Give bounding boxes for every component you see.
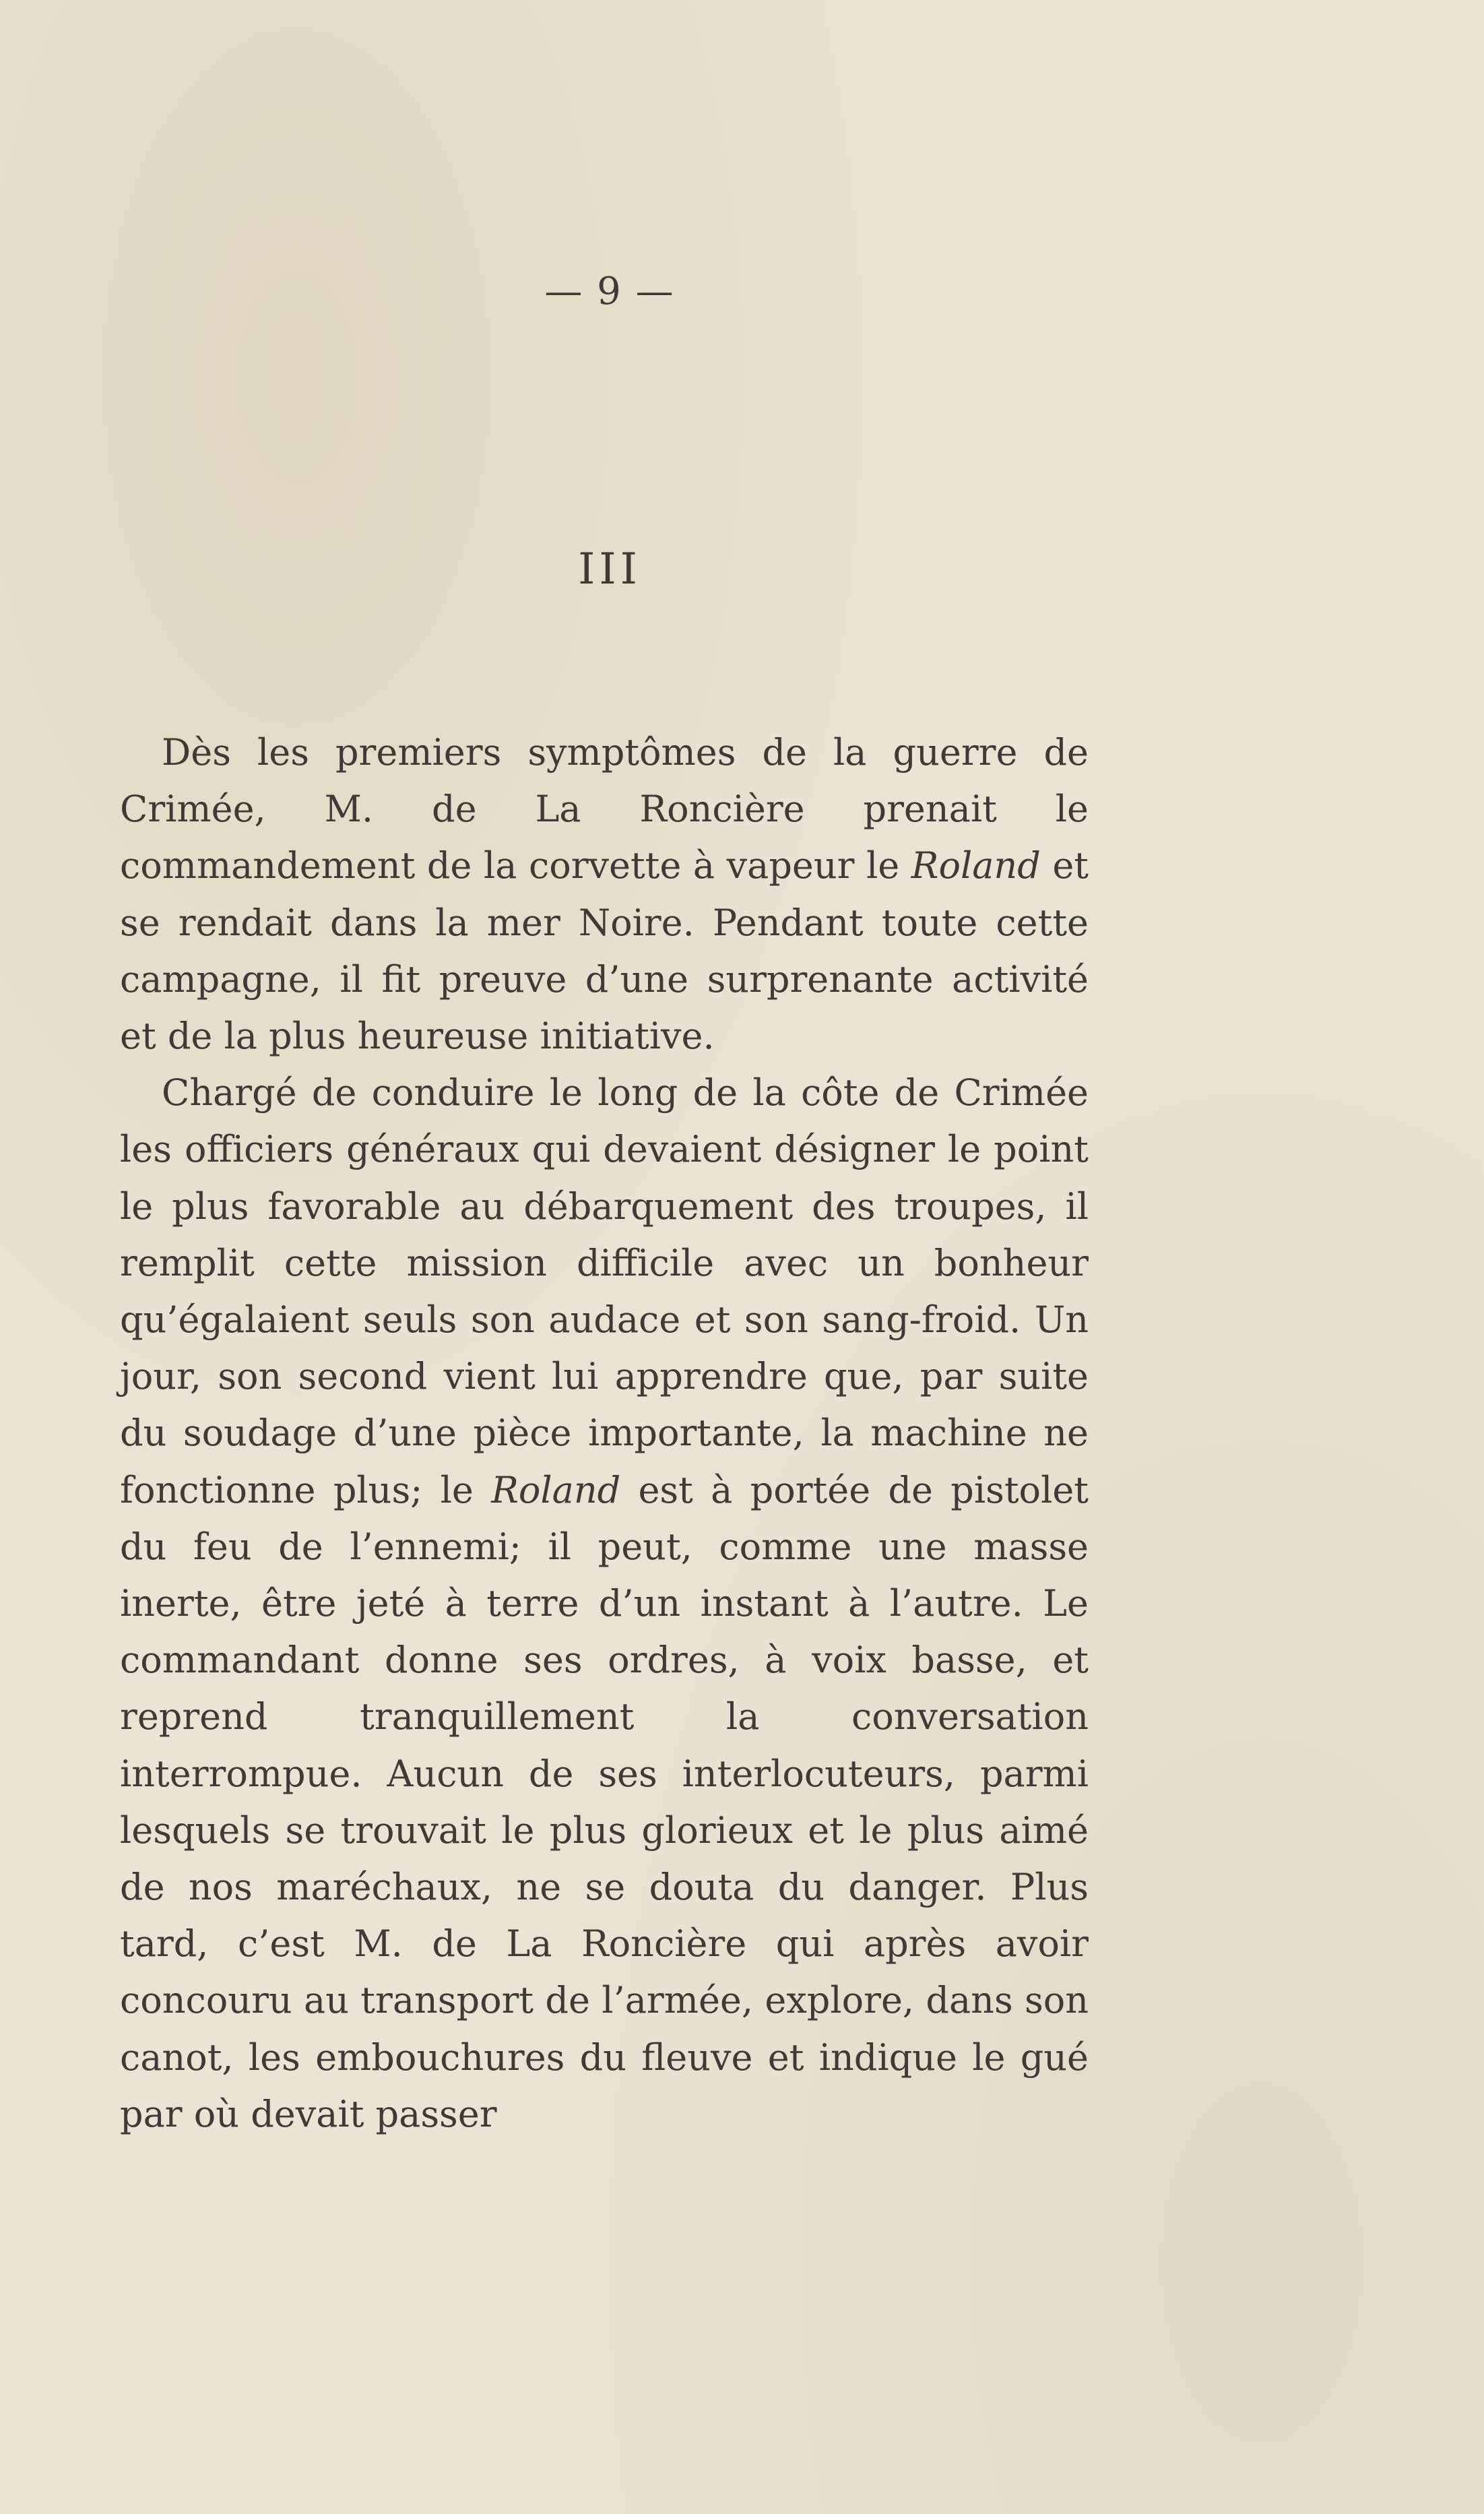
paragraph-1-text-a: Dès les premiers symptômes de la guerre de Crimée, M. de La Roncière prenait le commandement de la corvette à vapeur le bbox=[120, 731, 1089, 887]
ship-name-roland: Roland bbox=[491, 1468, 621, 1511]
section-heading: III bbox=[578, 544, 641, 594]
paragraph-1-text-b: et se rendait dans la mer Noire. Pendant toute cette campagne, il fit preuve d’une surprenante activité et de la plus heureuse initiative. bbox=[120, 844, 1089, 1058]
page-number: — 9 — bbox=[544, 270, 675, 313]
paragraph-1 bbox=[120, 724, 1089, 1065]
ship-name-roland: Roland bbox=[911, 844, 1041, 887]
body-text bbox=[120, 724, 1089, 2143]
paragraph-2 bbox=[120, 1065, 1089, 2143]
paragraph-2-text-a: Chargé de conduire le long de la côte de Crimée les officiers généraux qui devaient désigner le point le plus favorable au débarquement des troupes, il remplit cette mission difficile avec un bonheur qu’égalaient seuls son audace et son sang-froid. Un jour, son second vient lui apprendre que, par suite du soudage d’une pièce importante, la machine ne fonctionne plus; le bbox=[120, 1071, 1089, 1511]
paragraph-2-text-b: est à portée de pistolet du feu de l’ennemi; il peut, comme une masse inerte, être jeté à terre d’un instant à l’autre. Le commandant donne ses ordres, à voix basse, et reprend tranquillement la conversation interrompue. Aucun de ses interlocuteurs, parmi lesquels se trouvait le plus glorieux et le plus aimé de nos maréchaux, ne se douta du danger. Plus tard, c’est M. de La Roncière qui après avoir concouru au transport de l’armée, explore, dans son canot, les embouchures du fleuve et indique le gué par où devait passer bbox=[120, 1468, 1089, 2135]
